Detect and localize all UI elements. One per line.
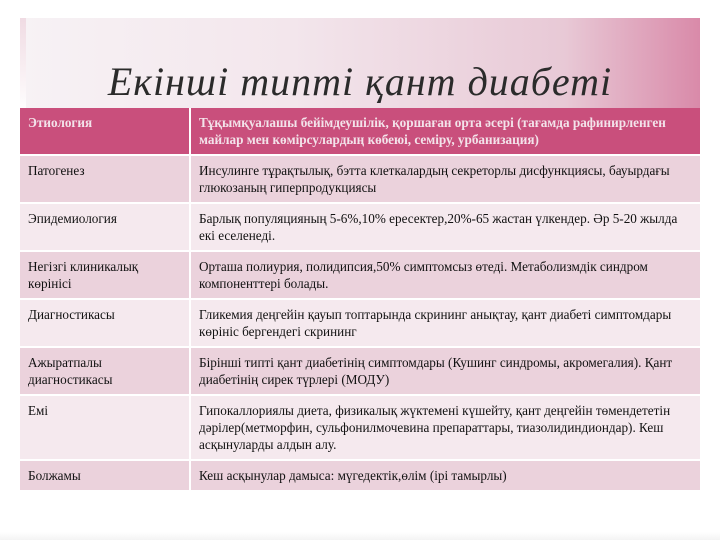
table-row: [20, 108, 700, 155]
row-text: Гипокаллориялы диета, физикалық жүктемені күшейту, қант деңгейін төмендететін дәрілер(метморфин, сульфонилмочевина препараттары, тиазолидиндиондар). Кеш асқынуларды алдын алу.: [190, 395, 700, 460]
row-text: Инсулинге тұрақтылық, бэтта клеткалардың секреторлы дисфункциясы, бауырдағы глюкозаның гиперпродукциясы: [190, 155, 700, 203]
row-label: Емі: [20, 395, 190, 460]
row-label: Диагностикасы: [20, 299, 190, 347]
row-label: Болжамы: [20, 460, 190, 491]
table-row: [20, 251, 700, 299]
table-row: [20, 155, 700, 203]
row-label: Ажыратпалы диагностикасы: [20, 347, 190, 395]
row-label: Негізгі клиникалық көрінісі: [20, 251, 190, 299]
info-table: [20, 108, 700, 492]
row-label: Этиология: [20, 108, 190, 155]
row-text: Барлық популяцияның 5-6%,10% ересектер,20%-65 жастан үлкендер. Әр 5-20 жылда екі еселенеді.: [190, 203, 700, 251]
page-bottom-shadow: [0, 532, 720, 540]
row-text: Гликемия деңгейін қауып топтарында скрининг анықтау, қант диабеті симптомдары көрініс бергендегі скрининг: [190, 299, 700, 347]
slide: [20, 18, 700, 530]
row-label: Эпидемиология: [20, 203, 190, 251]
row-label: Патогенез: [20, 155, 190, 203]
table-row: [20, 203, 700, 251]
slide-title: Екінші типті қант диабеті: [107, 59, 613, 104]
row-text: Тұқымқуалашы бейімдеушілік, қоршаған орта әсері (тағамда рафинирленген майлар мен көмірсулардың көбеюі, семіру, урбанизация): [190, 108, 700, 155]
row-text: Кеш асқынулар дамыса: мүгедектік,өлім (ірі тамырлы): [190, 460, 700, 491]
row-text: Орташа полиурия, полидипсия,50% симптомсыз өтеді. Метаболизмдік синдром компоненттері болады.: [190, 251, 700, 299]
table-row: [20, 347, 700, 395]
table-row: [20, 395, 700, 460]
row-text: Бірінші типті қант диабетінің симптомдары (Кушинг синдромы, акромегалия). Қант диабетінің сирек түрлері (МОДУ): [190, 347, 700, 395]
table-row: [20, 299, 700, 347]
table-row: [20, 460, 700, 491]
